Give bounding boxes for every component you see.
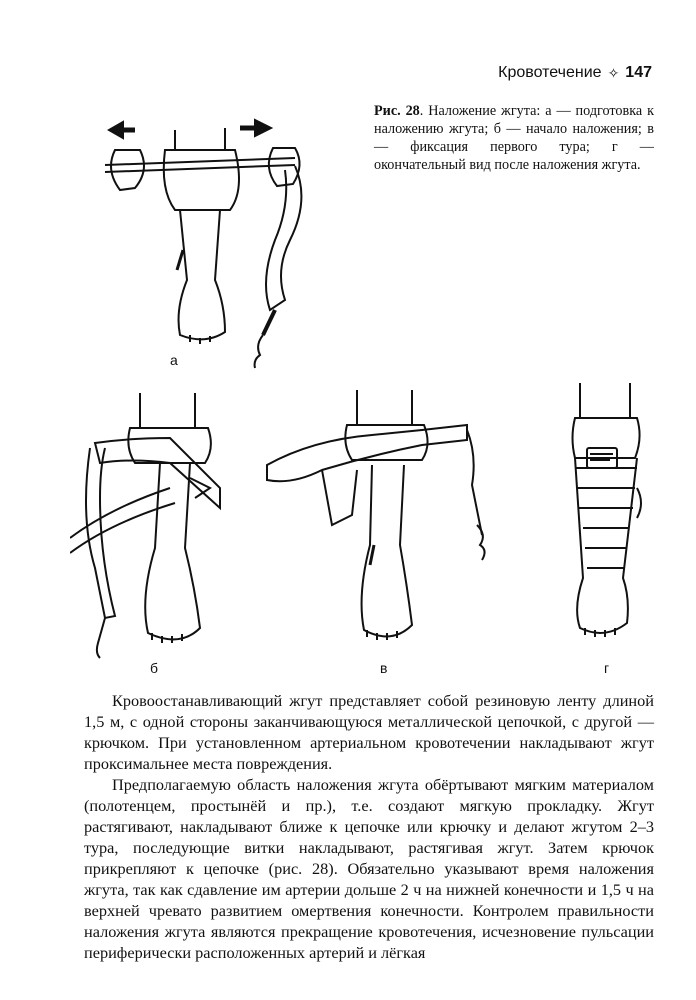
figure-a-label: а xyxy=(170,352,178,368)
caption-text: . Наложение жгута: а — подготовка к наложению жгута; б — начало наложения; в — фиксация первого тура; г — окончательный вид после наложения жгута. xyxy=(374,103,654,173)
figure-v-illustration xyxy=(262,385,512,660)
figure-v-label: в xyxy=(380,660,388,676)
section-title: Кровотечение xyxy=(498,64,602,81)
paragraph-2: Предполагаемую область наложения жгута обёртывают мягким материалом (полотенцем, простынёй и пр.), т.е. создают мягкую прокладку. Жгут растягивают, накладывают ближе к цепочке или крючку и делают жгутом 2–3 тура, последующие витки накладывают, растягивая жгут. Затем крючок прикрепляют к цепочке (рис. 28). Обязательно указывают время наложения жгута, так как сдавление им артерии дольше 2 ч на нижней конечности и 1,5 ч на верхней чревато развитием омертвения конечности. Контролем правильности наложения жгута являются прекращение кровотечения, исчезновение пульсации периферически расположенных артерий и лёгкая xyxy=(84,775,654,962)
caption-label: Рис. 28 xyxy=(374,103,420,119)
figure-a-illustration xyxy=(95,110,325,370)
figure-b-illustration xyxy=(70,388,250,663)
figure-g-illustration xyxy=(565,378,650,653)
running-header xyxy=(498,64,652,82)
figure-g-label: г xyxy=(604,660,610,676)
figure-b-label: б xyxy=(150,660,159,676)
body-text xyxy=(84,690,654,963)
page-number: 147 xyxy=(625,64,652,81)
diamond-icon: ✧ xyxy=(607,64,620,81)
figure-caption xyxy=(374,102,654,174)
paragraph-1: Кровоостанавливающий жгут представляет собой резиновую ленту длиной 1,5 м, с одной стороны заканчивающуюся металлической цепочкой, с другой — крючком. При установленном артериальном кровотечении накладывают жгут проксимальнее места повреждения. xyxy=(84,691,654,773)
